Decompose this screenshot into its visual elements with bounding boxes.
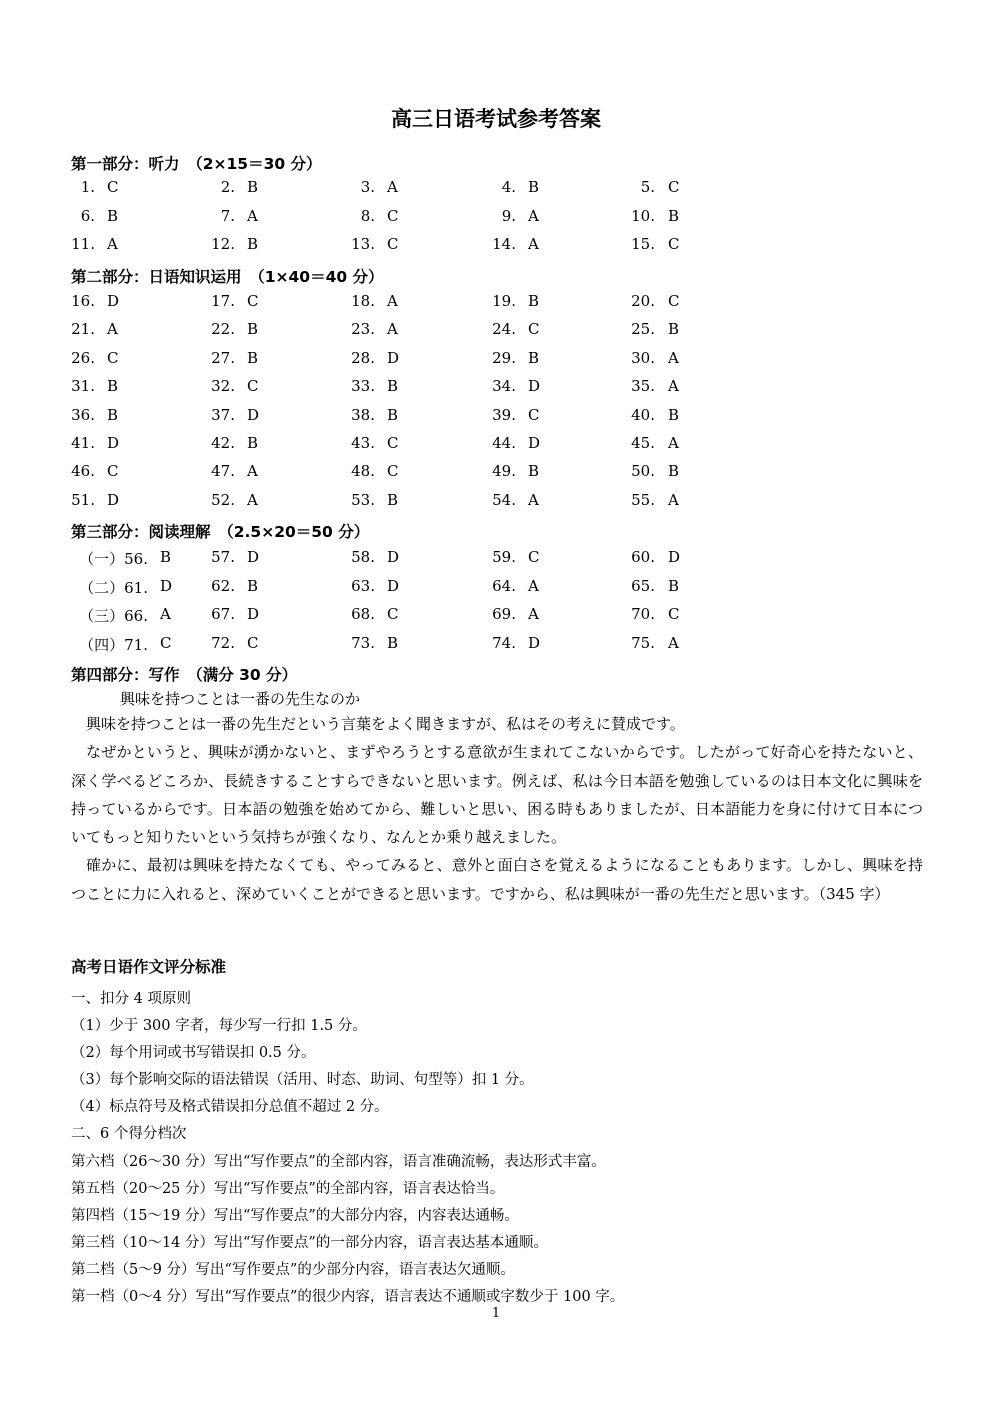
criteria-line: （4）标点符号及格式错误扣分总值不超过 2 分。: [71, 1099, 389, 1116]
criteria-line: 第三档（10～14 分）写出“写作要点”的一部分内容，语言表达基本通顺。: [71, 1234, 548, 1251]
answer-letter: C: [247, 377, 259, 396]
answer-letter: A: [247, 206, 258, 225]
question-number: 62.: [211, 576, 235, 595]
question-number: 9.: [501, 206, 516, 225]
criteria-line: 第四档（15～19 分）写出“写作要点”的大部分内容，内容表达通畅。: [71, 1207, 519, 1224]
question-number: 68.: [351, 605, 375, 624]
question-number: 39.: [492, 405, 516, 424]
answer-letter: A: [668, 633, 679, 652]
essay-paragraph: 確かに、最初は興味を持たなくても、やってみると、意外と面白さを覚えるようになることもあります。しかし、興味を持つことに力に入れると、深めていくことができると思います。ですから、私は興味が一番の先生だと思います。（345 字）: [71, 856, 923, 903]
answer-letter: B: [247, 348, 259, 367]
question-number: 29.: [492, 348, 516, 367]
part2-heading: 第二部分：日语知识运用 （1×40＝40 分）: [71, 268, 384, 286]
answer-letter: C: [247, 292, 259, 310]
question-number: 38.: [351, 405, 375, 424]
question-number: 35.: [631, 377, 655, 396]
question-number: 7.: [220, 206, 235, 225]
page-number: 1: [491, 1306, 501, 1321]
answer-letter: A: [387, 178, 398, 196]
question-number: 50.: [631, 462, 655, 481]
question-number: 69.: [492, 605, 516, 624]
answer-letter: C: [107, 462, 119, 481]
criteria-line: 一、扣分 4 项原则: [71, 991, 191, 1007]
answer-letter: C: [160, 633, 172, 652]
answer-letter: C: [107, 348, 119, 367]
question-number: 53.: [351, 490, 375, 509]
essay-paragraph: 興味を持つことは一番の先生だという言葉をよく聞きますが、私はその考えに賛成です。: [86, 715, 685, 733]
question-number: 45.: [631, 434, 655, 452]
question-number: 41.: [71, 434, 95, 452]
answer-letter: A: [247, 462, 258, 481]
criteria-line: 第六档（26～30 分）写出“写作要点”的全部内容，语言准确流畅，表达形式丰富。: [71, 1153, 606, 1170]
question-number: 19.: [492, 292, 516, 310]
answer-letter: D: [107, 292, 120, 310]
question-number: 40.: [631, 405, 655, 424]
question-number: （一）56.: [79, 550, 148, 568]
answer-letter: B: [247, 235, 259, 253]
answer-row: [0, 207, 992, 229]
answer-letter: A: [107, 320, 118, 339]
question-number: 64.: [492, 576, 516, 595]
answer-letter: C: [387, 605, 399, 624]
answer-letter: C: [387, 434, 399, 452]
criteria-line: （3）每个影响交际的语法错误（活用、时态、助词、句型等）扣 1 分。: [71, 1072, 534, 1089]
criteria-line: 二、6 个得分档次: [71, 1126, 187, 1143]
part1-heading: 第一部分：听力 （2×15＝30 分）: [71, 155, 322, 173]
answer-letter: C: [528, 405, 540, 424]
answer-letter: B: [107, 405, 119, 424]
answer-letter: A: [528, 490, 539, 509]
question-number: 25.: [631, 320, 655, 339]
question-number: 1.: [80, 178, 95, 196]
answer-letter: A: [387, 320, 398, 339]
answer-row: [0, 605, 992, 627]
answer-letter: D: [387, 576, 400, 595]
essay-paragraph: なぜかというと、興味が湧かないと、まずやろうとする意欲が生まれてこないからです。したがって好奇心を持たないと、深く学べるどころか、長続きすることすらできないと思います。例えば、私は今日本語を勉強しているのは日本文化に興味を持っているからです。日本語の勉強を始めてから、難しいと思い、困る時もありましたが、日本語能力を身に付けて日本についてもっと知りたいという気持ちが強くなり、なんとか乗り越えました。: [71, 743, 923, 847]
answer-letter: B: [107, 206, 119, 225]
answer-letter: D: [247, 405, 260, 424]
question-number: 28.: [351, 348, 375, 367]
question-number: 5.: [640, 178, 655, 196]
answer-letter: A: [528, 576, 539, 595]
question-number: （二）61.: [79, 578, 148, 597]
criteria-line: （2）每个用词或书写错误扣 0.5 分。: [71, 1045, 316, 1062]
question-number: 22.: [211, 320, 235, 339]
answer-row: [0, 577, 992, 599]
question-number: 27.: [211, 348, 235, 367]
answer-row: [0, 377, 992, 399]
answer-letter: B: [668, 320, 680, 339]
question-number: 17.: [211, 292, 235, 310]
question-number: 44.: [492, 434, 516, 452]
answer-letter: D: [668, 548, 681, 566]
answer-letter: C: [247, 633, 259, 652]
question-number: 59.: [492, 548, 516, 566]
question-number: 74.: [492, 633, 516, 652]
answer-letter: D: [528, 377, 541, 396]
answer-letter: B: [668, 576, 680, 595]
answer-letter: C: [668, 292, 680, 310]
question-number: 49.: [492, 462, 516, 481]
question-number: 30.: [631, 348, 655, 367]
question-number: 24.: [492, 320, 516, 339]
answer-row: [0, 178, 992, 200]
question-number: 23.: [351, 320, 375, 339]
criteria-line: 第五档（20～25 分）写出“写作要点”的全部内容，语言表达恰当。: [71, 1180, 505, 1197]
answer-letter: D: [107, 490, 120, 509]
question-number: 15.: [631, 235, 655, 253]
essay-body: [71, 710, 923, 908]
answer-letter: B: [528, 292, 540, 310]
question-number: 65.: [631, 576, 655, 595]
answer-letter: A: [528, 206, 539, 225]
answer-letter: B: [387, 633, 399, 652]
answer-letter: C: [387, 206, 399, 225]
answer-letter: D: [387, 548, 400, 566]
answer-letter: A: [668, 377, 679, 396]
answer-row: [0, 235, 992, 257]
part3-heading: 第三部分：阅读理解 （2.5×20＝50 分）: [71, 523, 370, 541]
question-number: 58.: [351, 548, 375, 566]
answer-letter: A: [668, 434, 679, 452]
answer-letter: B: [247, 434, 259, 452]
answer-letter: D: [247, 605, 260, 624]
essay-title: 興味を持つことは一番の先生なのか: [120, 690, 361, 708]
page-title: 高三日语考试参考答案: [391, 107, 601, 131]
answer-letter: B: [528, 462, 540, 481]
answer-letter: C: [528, 548, 540, 566]
question-number: 51.: [71, 490, 95, 509]
answer-letter: C: [668, 235, 680, 253]
criteria-line: 第一档（0～4 分）写出“写作要点”的很少内容，语言表达不通顺或字数少于 100 字。: [71, 1289, 625, 1306]
answer-letter: A: [247, 490, 258, 509]
answer-letter: A: [387, 292, 398, 310]
question-number: 36.: [71, 405, 95, 424]
question-number: 46.: [71, 462, 95, 481]
answer-row: [0, 491, 992, 513]
question-number: 67.: [211, 605, 235, 624]
answer-letter: C: [668, 178, 680, 196]
question-number: 34.: [492, 377, 516, 396]
question-number: 60.: [631, 548, 655, 566]
answer-row: [0, 406, 992, 428]
question-number: （四）71.: [79, 635, 148, 654]
answer-letter: D: [387, 348, 400, 367]
answer-row: [0, 434, 992, 456]
question-number: 37.: [211, 405, 235, 424]
question-number: 73.: [351, 633, 375, 652]
question-number: 33.: [351, 377, 375, 396]
question-number: 72.: [211, 633, 235, 652]
question-number: 32.: [211, 377, 235, 396]
question-number: 21.: [71, 320, 95, 339]
answer-letter: A: [528, 235, 539, 253]
question-number: 63.: [351, 576, 375, 595]
question-number: 75.: [631, 633, 655, 652]
question-number: 11.: [71, 235, 95, 253]
answer-letter: A: [107, 235, 118, 253]
question-number: （三）66.: [79, 607, 148, 626]
answer-letter: D: [160, 576, 173, 595]
answer-letter: B: [247, 576, 259, 595]
question-number: 55.: [631, 490, 655, 509]
question-number: 3.: [360, 178, 375, 196]
answer-row: [0, 462, 992, 484]
answer-letter: B: [387, 490, 399, 509]
criteria-line: 第二档（5～9 分）写出“写作要点”的少部分内容，语言表达欠通顺。: [71, 1261, 515, 1278]
question-number: 18.: [351, 292, 375, 310]
question-number: 6.: [80, 206, 95, 225]
answer-letter: A: [668, 348, 679, 367]
answer-letter: D: [528, 633, 541, 652]
answer-letter: B: [668, 206, 680, 225]
answer-letter: B: [387, 377, 399, 396]
question-number: 14.: [492, 235, 516, 253]
question-number: 4.: [501, 178, 516, 196]
question-number: 48.: [351, 462, 375, 481]
question-number: 12.: [211, 235, 235, 253]
answer-letter: A: [160, 605, 171, 624]
answer-letter: D: [528, 434, 541, 452]
answer-letter: B: [107, 377, 119, 396]
answer-letter: C: [387, 462, 399, 481]
answer-letter: C: [668, 605, 680, 624]
question-number: 2.: [220, 178, 235, 196]
answer-row: [0, 548, 992, 570]
answer-row: [0, 320, 992, 342]
question-number: 70.: [631, 605, 655, 624]
question-number: 52.: [211, 490, 235, 509]
answer-letter: B: [387, 405, 399, 424]
question-number: 16.: [71, 292, 95, 310]
question-number: 26.: [71, 348, 95, 367]
answer-letter: B: [247, 178, 259, 196]
answer-letter: B: [528, 348, 540, 367]
answer-letter: B: [528, 178, 540, 196]
answer-letter: B: [247, 320, 259, 339]
question-number: 31.: [71, 377, 95, 396]
criteria-title: 高考日语作文评分标准: [71, 958, 227, 976]
question-number: 57.: [211, 548, 235, 566]
answer-letter: D: [107, 434, 120, 452]
answer-letter: B: [160, 548, 172, 566]
answer-letter: B: [668, 405, 680, 424]
answer-row: [0, 349, 992, 371]
answer-row: [0, 292, 992, 314]
answer-letter: A: [528, 605, 539, 624]
part4-heading: 第四部分：写作 （满分 30 分）: [71, 666, 298, 684]
criteria-list: [71, 986, 931, 1311]
answer-letter: C: [387, 235, 399, 253]
question-number: 8.: [360, 206, 375, 225]
question-number: 10.: [631, 206, 655, 225]
criteria-line: （1）少于 300 字者，每少写一行扣 1.5 分。: [71, 1018, 367, 1035]
answer-letter: B: [668, 462, 680, 481]
question-number: 13.: [351, 235, 375, 253]
question-number: 47.: [211, 462, 235, 481]
question-number: 20.: [631, 292, 655, 310]
answer-letter: A: [668, 490, 679, 509]
question-number: 54.: [492, 490, 516, 509]
answer-letter: C: [528, 320, 540, 339]
question-number: 43.: [351, 434, 375, 452]
answer-letter: C: [107, 178, 119, 196]
answer-letter: D: [247, 548, 260, 566]
question-number: 42.: [211, 434, 235, 452]
answer-row: [0, 634, 992, 656]
